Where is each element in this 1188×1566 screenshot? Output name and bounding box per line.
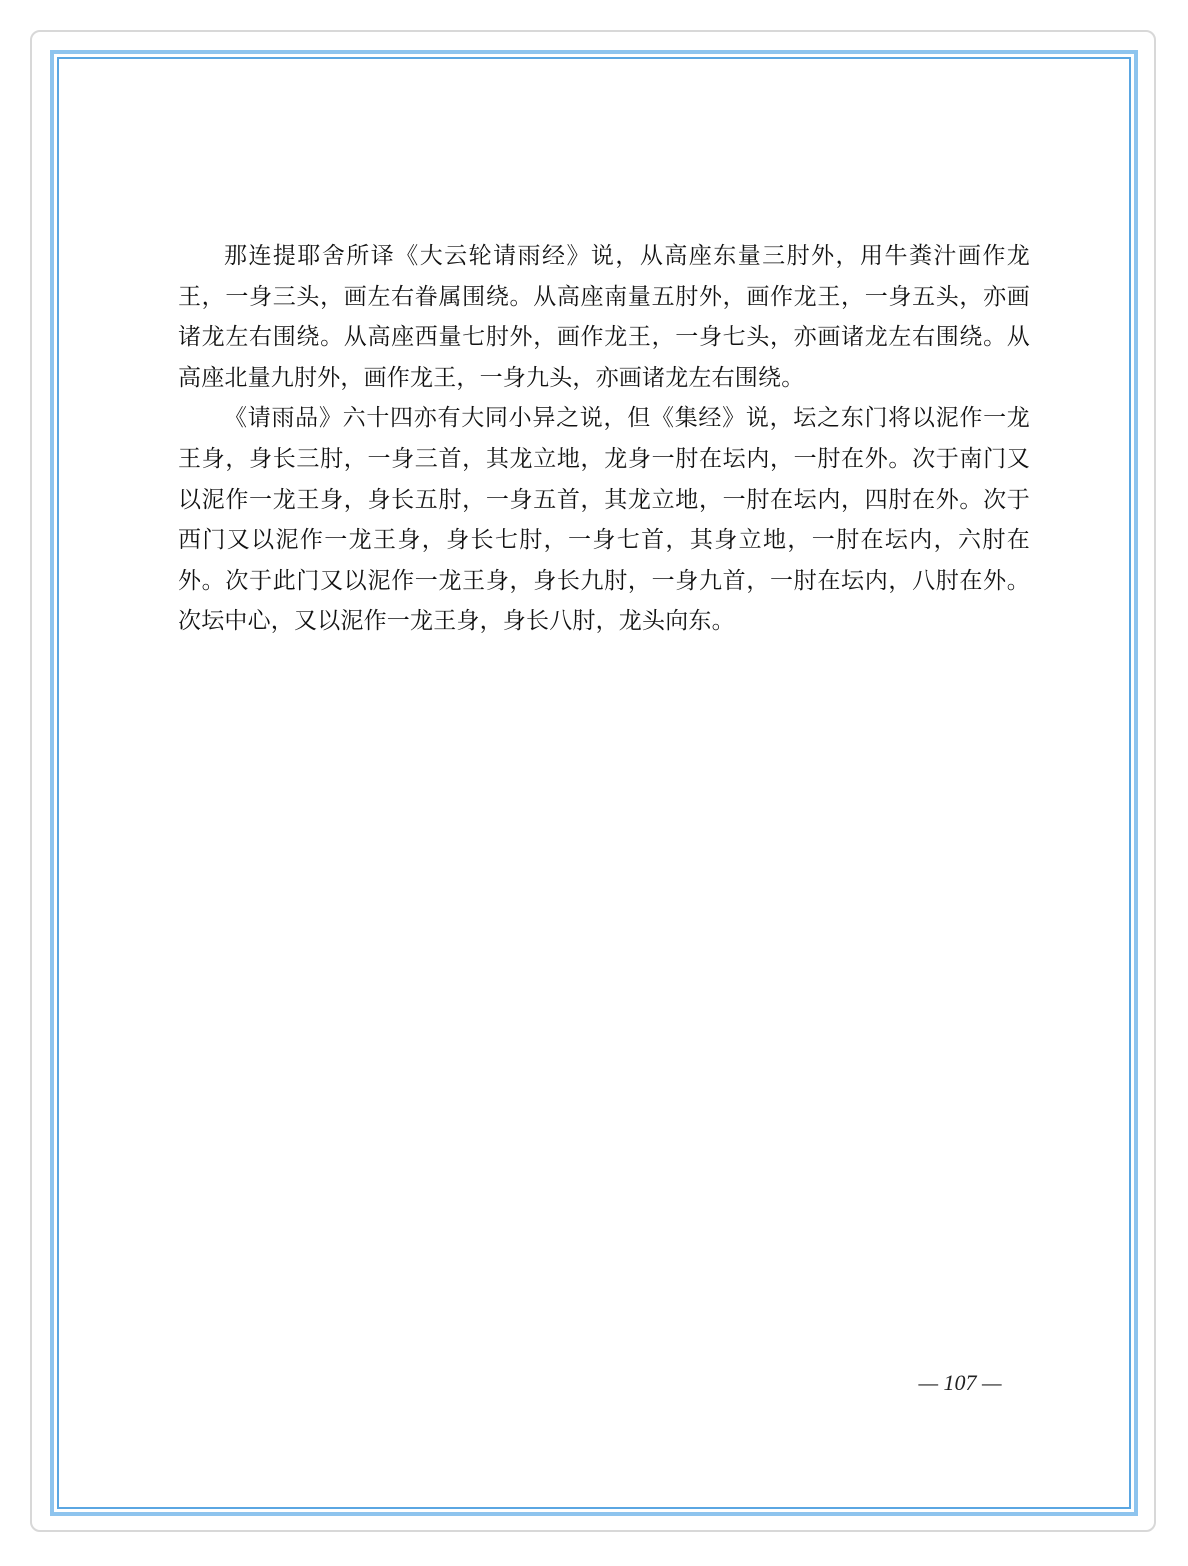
paragraph-1: 那连提耶舍所译《大云轮请雨经》说，从高座东量三肘外，用牛粪汁画作龙王，一身三头，画左右眷属围绕。从高座南量五肘外，画作龙王，一身五头，亦画诸龙左右围绕。从高座西量七肘外，画作龙王，一身七头，亦画诸龙左右围绕。从高座北量九肘外，画作龙王，一身九头，亦画诸龙左右围绕。 [178, 243, 1030, 391]
paragraph-2: 《请雨品》六十四亦有大同小异之说，但《集经》说，坛之东门将以泥作一龙王身，身长三肘，一身三首，其龙立地，龙身一肘在坛内，一肘在外。次于南门又以泥作一龙王身，身长五肘，一身五首，其龙立地，一肘在坛内，四肘在外。次于西门又以泥作一龙王身，身长七肘，一身七首，其身立地，一肘在坛内，六肘在外。次于此门又以泥作一龙王身，身长九肘，一身九首，一肘在坛内，八肘在外。次坛中心，又以泥作一龙王身，身长八肘，龙头向东。 [178, 405, 1030, 635]
page-number: — 107 — [918, 1370, 1002, 1395]
body-text [178, 236, 1030, 642]
